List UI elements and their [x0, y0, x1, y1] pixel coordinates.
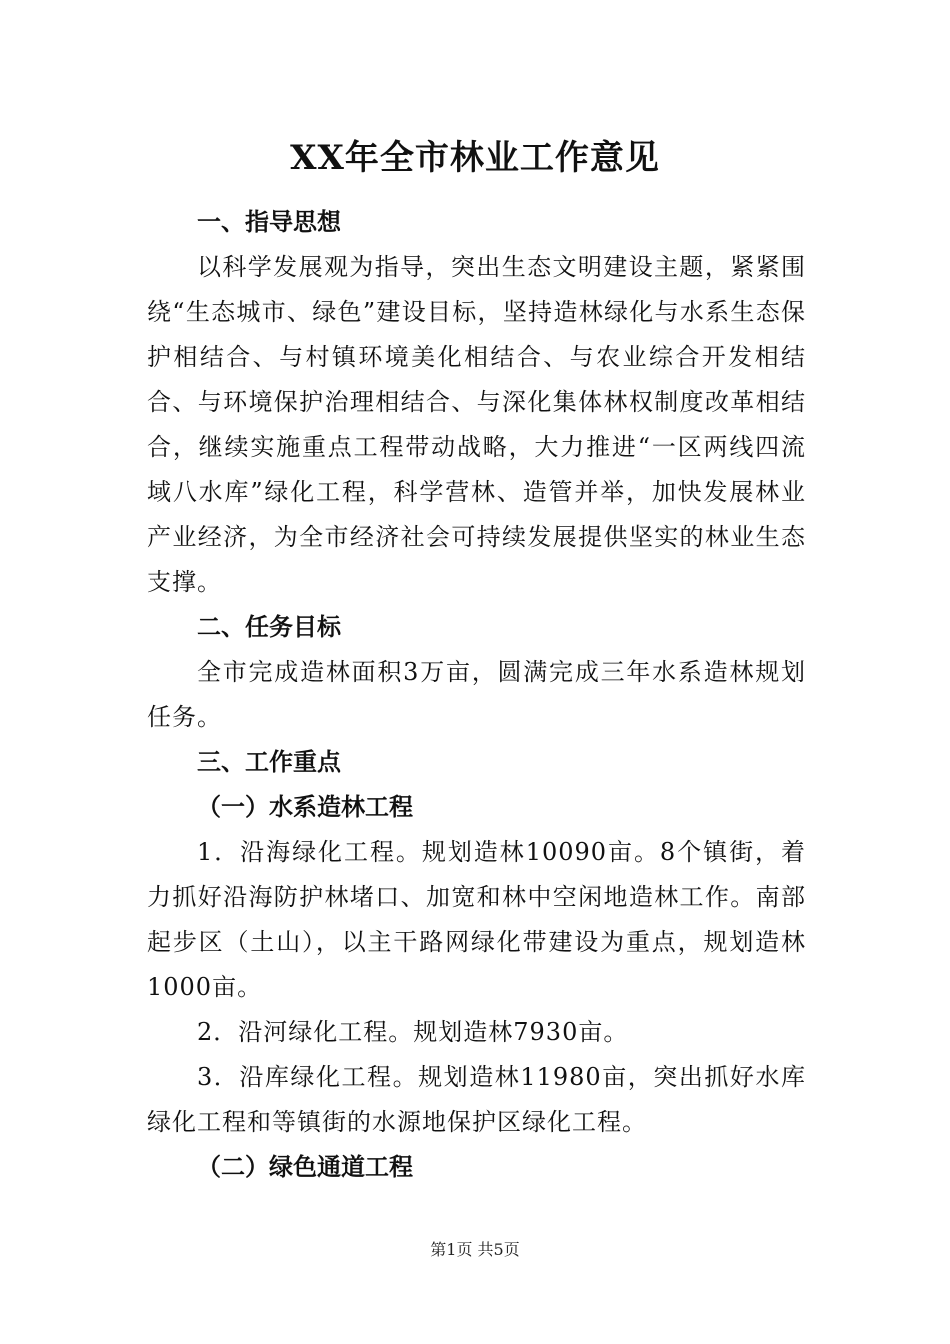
- paragraph-task-goals: 全市完成造林面积3万亩，圆满完成三年水系造林规划任务。: [147, 658, 806, 731]
- document-body: [147, 200, 806, 1190]
- paragraph-coastal-greening: 1．沿海绿化工程。规划造林10090亩。8个镇街，着力抓好沿海防护林堵口、加宽和林中空闲地造林工作。南部起步区（土山），以主干路网绿化带建设为重点，规划造林1000亩。: [147, 838, 806, 1001]
- paragraph-guiding-thought: 以科学发展观为指导，突出生态文明建设主题，紧紧围绕“生态城市、绿色”建设目标，坚持造林绿化与水系生态保护相结合、与村镇环境美化相结合、与农业综合开发相结合、与环境保护治理相结合、与深化集体林权制度改革相结合，继续实施重点工程带动战略，大力推进“一区两线四流域八水库”绿化工程，科学营林、造管并举，加快发展林业产业经济，为全市经济社会可持续发展提供坚实的林业生态支撑。: [147, 253, 806, 596]
- section-heading-task-goals: 二、任务目标: [197, 613, 341, 641]
- paragraph-river-greening: 2．沿河绿化工程。规划造林7930亩。: [197, 1018, 629, 1046]
- subsection-heading-water-afforestation: （一）水系造林工程: [197, 793, 413, 821]
- section-heading-work-focus: 三、工作重点: [197, 748, 341, 776]
- subsection-heading-green-corridor: （二）绿色通道工程: [197, 1153, 413, 1181]
- section-heading-guiding-thought: 一、指导思想: [197, 208, 341, 236]
- paragraph-reservoir-greening: 3．沿库绿化工程。规划造林11980亩，突出抓好水库绿化工程和等镇街的水源地保护区绿化工程。: [147, 1063, 806, 1136]
- page-footer: 第1页 共5页: [430, 1240, 520, 1259]
- document-title: XX年全市林业工作意见: [290, 138, 660, 178]
